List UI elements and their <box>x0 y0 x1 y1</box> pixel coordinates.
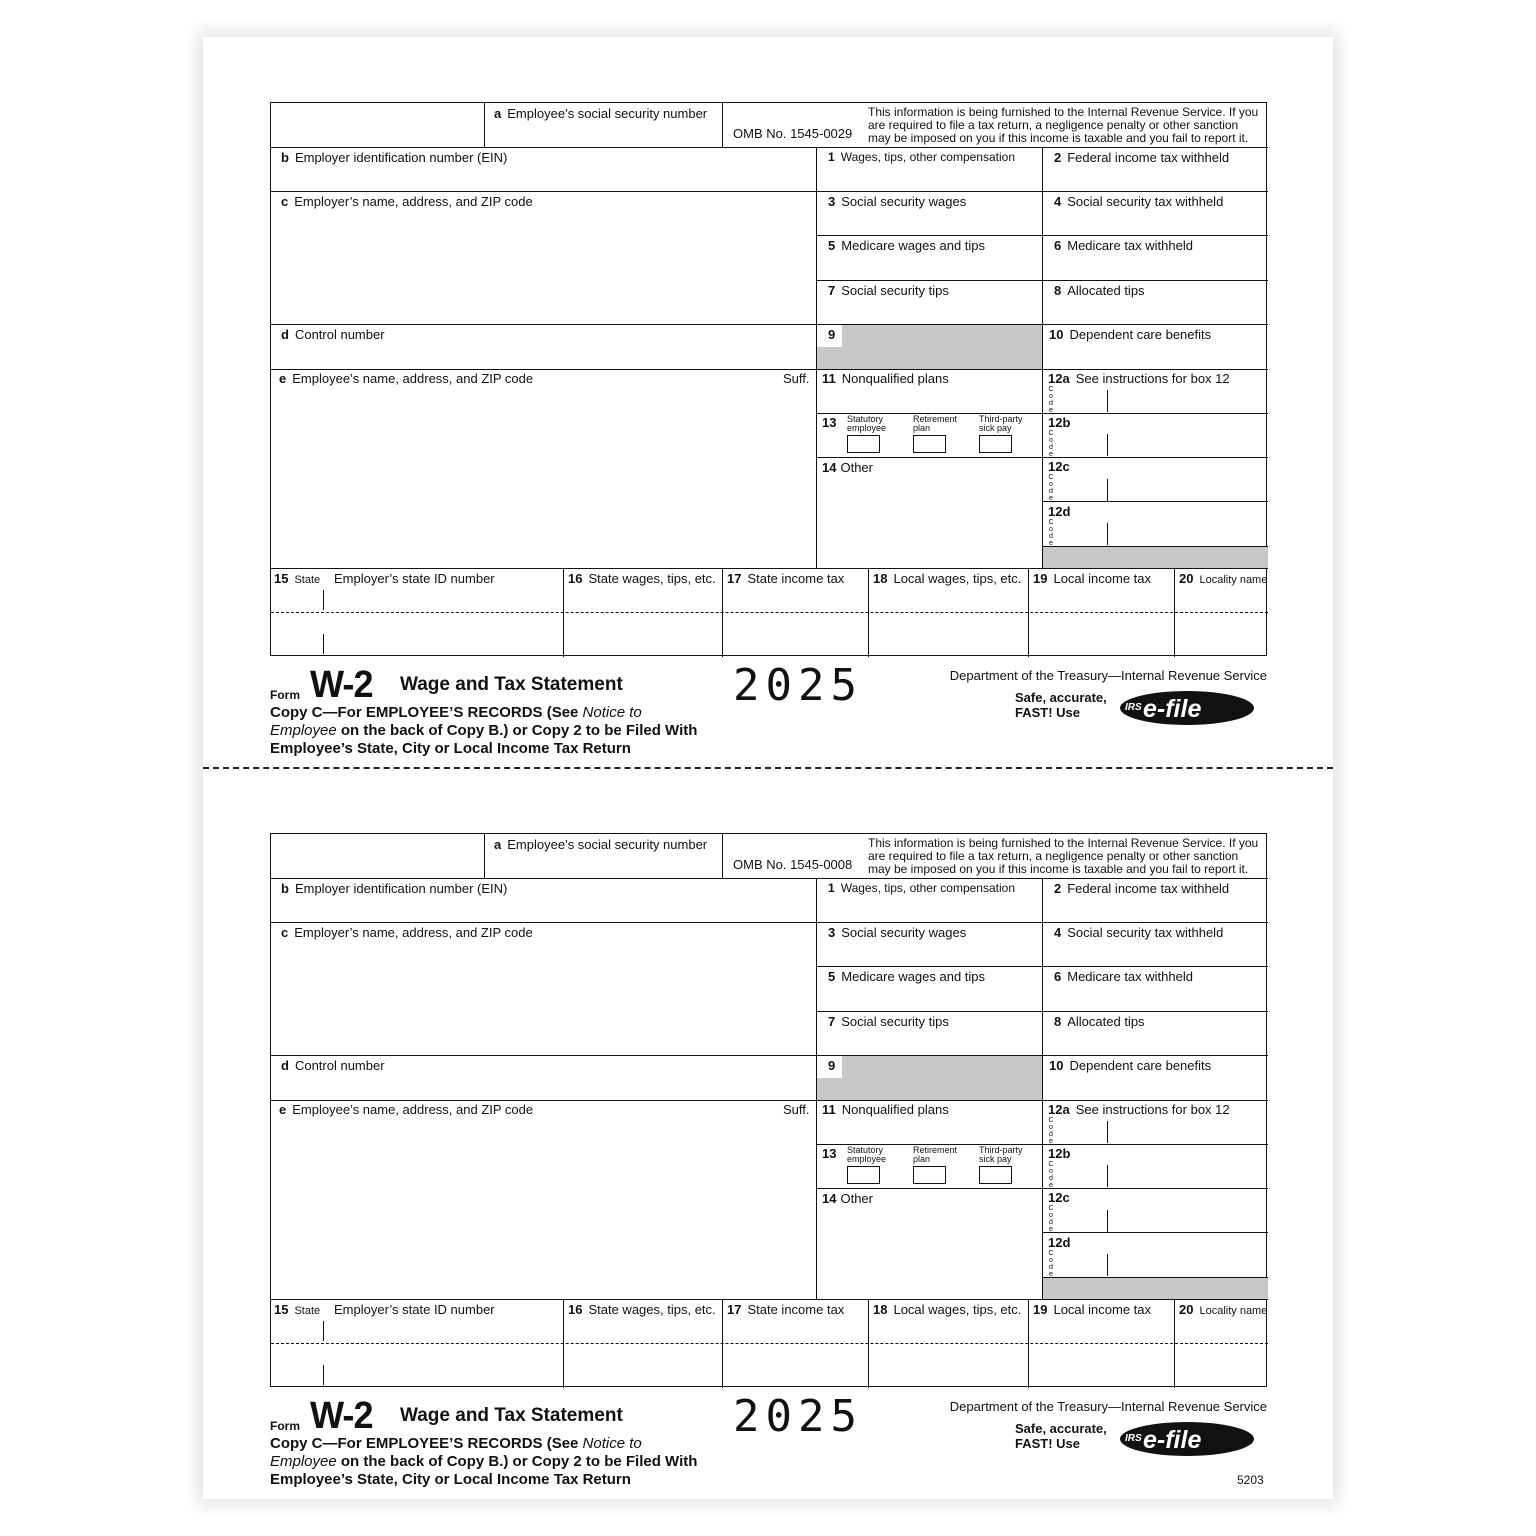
statutory-employee-label: Statutory employee <box>847 1145 887 1164</box>
box-18-label: 18 Local wages, tips, etc. <box>873 571 1022 586</box>
suffix-label: Suff. <box>783 371 810 386</box>
box-14-label: 14 Other <box>822 460 873 475</box>
third-party-sick-pay-label: Third-party sick pay <box>979 414 1023 433</box>
irs-efile-logo <box>1119 1421 1255 1457</box>
third-party-sick-pay-label: Third-party sick pay <box>979 1145 1023 1164</box>
box-12b-label: 12b <box>1048 1146 1071 1161</box>
box-12-shaded <box>1043 1278 1268 1299</box>
efile-irs-text: IRS <box>1125 702 1142 713</box>
box-11-label: 11 Nonqualified plans <box>822 1102 949 1117</box>
copy-c-line-3: Employee’s State, City or Local Income Tax Return <box>270 1471 631 1488</box>
form-title: Wage and Tax Statement <box>400 674 623 695</box>
code-label-12b: C o d e <box>1048 430 1054 458</box>
box-c-label: c Employer’s name, address, and ZIP code <box>281 194 533 209</box>
retirement-plan-label: Retirement plan <box>913 1145 958 1164</box>
box-c-label: c Employer’s name, address, and ZIP code <box>281 925 533 940</box>
retirement-plan-label: Retirement plan <box>913 414 958 433</box>
box-8-label: 8 Allocated tips <box>1054 283 1145 298</box>
copy-c-line-3: Employee’s State, City or Local Income Tax Return <box>270 740 631 757</box>
safe-accurate-text: Safe, accurate, FAST! Use <box>1015 690 1107 720</box>
box-10-label: 10 Dependent care benefits <box>1049 327 1212 342</box>
box-a-label: a Employee’s social security number <box>494 837 708 852</box>
third-party-sick-pay-checkbox[interactable] <box>979 1166 1012 1184</box>
statutory-employee-checkbox[interactable] <box>847 435 880 453</box>
perforation-line <box>203 767 1333 769</box>
box-1-label: 1 Wages, tips, other compensation <box>828 150 1015 164</box>
copy-c-line-1: Copy C—For EMPLOYEE’S RECORDS (See Notice to <box>270 1435 642 1452</box>
retirement-plan-checkbox[interactable] <box>913 435 946 453</box>
statutory-employee-label: Statutory employee <box>847 414 887 433</box>
form-word: Form <box>270 1419 300 1433</box>
tax-year: 2025 <box>733 1391 863 1442</box>
code-label-12d: C o d e <box>1048 1250 1054 1278</box>
copy-c-line-2: Employee on the back of Copy B.) or Copy 2 to be Filed With <box>270 722 698 739</box>
box-5-label: 5 Medicare wages and tips <box>828 238 986 253</box>
box-8-label: 8 Allocated tips <box>1054 1014 1145 1029</box>
box-3-label: 3 Social security wages <box>828 925 967 940</box>
code-label-12a: C o d e <box>1048 1117 1054 1145</box>
box-10-label: 10 Dependent care benefits <box>1049 1058 1212 1073</box>
box-4-label: 4 Social security tax withheld <box>1054 194 1224 209</box>
w2-copy-c <box>270 833 1267 1493</box>
department-line: Department of the Treasury—Internal Revenue Service <box>949 668 1267 683</box>
box-12a-label: 12a See instructions for box 12 <box>1048 371 1230 386</box>
box-15-label: 15 State <box>274 571 321 586</box>
box-2-label: 2 Federal income tax withheld <box>1054 881 1230 896</box>
box-12a-label: 12a See instructions for box 12 <box>1048 1102 1230 1117</box>
box-12d-label: 12d <box>1048 1235 1071 1250</box>
box-19-label: 19 Local income tax <box>1033 1302 1152 1317</box>
box-15-state-id-label: Employer’s state ID number <box>334 571 495 586</box>
third-party-sick-pay-checkbox[interactable] <box>979 435 1012 453</box>
copy-c-line-1: Copy C—For EMPLOYEE’S RECORDS (See Notice to <box>270 704 642 721</box>
box-13-label: 13 <box>822 1146 837 1161</box>
catalog-number: 5203 <box>1237 1473 1264 1487</box>
box-9-shaded <box>817 325 1042 369</box>
form-name: W-2 <box>310 1395 373 1437</box>
box-e-label: e Employee’s name, address, and ZIP code <box>279 371 534 386</box>
safe-accurate-text: Safe, accurate, FAST! Use <box>1015 1421 1107 1451</box>
box-12c-label: 12c <box>1048 1190 1070 1205</box>
form-word: Form <box>270 688 300 702</box>
box-e-label: e Employee’s name, address, and ZIP code <box>279 1102 534 1117</box>
box-9-label: 9 <box>828 327 836 342</box>
suffix-label: Suff. <box>783 1102 810 1117</box>
box-1-label: 1 Wages, tips, other compensation <box>828 881 1015 895</box>
box-15-label: 15 State <box>274 1302 321 1317</box>
code-label-12c: C o d e <box>1048 474 1054 502</box>
box-b-label: b Employer identification number (EIN) <box>281 881 508 896</box>
retirement-plan-checkbox[interactable] <box>913 1166 946 1184</box>
box-12b-label: 12b <box>1048 415 1071 430</box>
box-12-shaded <box>1043 547 1268 568</box>
box-d-label: d Control number <box>281 1058 385 1073</box>
box-6-label: 6 Medicare tax withheld <box>1054 238 1193 253</box>
box-16-label: 16 State wages, tips, etc. <box>568 571 716 586</box>
box-17-label: 17 State income tax <box>727 1302 845 1317</box>
box-7-label: 7 Social security tips <box>828 1014 949 1029</box>
box-18-label: 18 Local wages, tips, etc. <box>873 1302 1022 1317</box>
box-4-label: 4 Social security tax withheld <box>1054 925 1224 940</box>
copy-c-line-2: Employee on the back of Copy B.) or Copy 2 to be Filed With <box>270 1453 698 1470</box>
efile-irs-text: IRS <box>1125 1433 1142 1444</box>
code-label-12b: C o d e <box>1048 1161 1054 1189</box>
box-12d-label: 12d <box>1048 504 1071 519</box>
code-label-12a: C o d e <box>1048 386 1054 414</box>
omb-number: OMB No. 1545-0029 <box>733 126 853 141</box>
efile-text: e-file <box>1143 1426 1202 1454</box>
box-d-label: d Control number <box>281 327 385 342</box>
box-b-label: b Employer identification number (EIN) <box>281 150 508 165</box>
box-3-label: 3 Social security wages <box>828 194 967 209</box>
privacy-notice: This information is being furnished to the Internal Revenue Service. If you are required to file a tax return, a negligence penalty or other sanction may be imposed on you if this income is taxable and you fail to report it. <box>868 105 1259 145</box>
w2-copy-c <box>270 102 1267 762</box>
box-17-label: 17 State income tax <box>727 571 845 586</box>
box-11-label: 11 Nonqualified plans <box>822 371 949 386</box>
box-6-label: 6 Medicare tax withheld <box>1054 969 1193 984</box>
omb-number: OMB No. 1545-0008 <box>733 857 853 872</box>
box-16-label: 16 State wages, tips, etc. <box>568 1302 716 1317</box>
box-19-label: 19 Local income tax <box>1033 571 1152 586</box>
box-13-label: 13 <box>822 415 837 430</box>
box-9-label: 9 <box>828 1058 836 1073</box>
form-title: Wage and Tax Statement <box>400 1405 623 1426</box>
department-line: Department of the Treasury—Internal Revenue Service <box>949 1399 1267 1414</box>
statutory-employee-checkbox[interactable] <box>847 1166 880 1184</box>
privacy-notice: This information is being furnished to the Internal Revenue Service. If you are required to file a tax return, a negligence penalty or other sanction may be imposed on you if this income is taxable and you fail to report it. <box>868 836 1259 876</box>
tax-year: 2025 <box>733 660 863 711</box>
form-name: W-2 <box>310 664 373 706</box>
code-label-12d: C o d e <box>1048 519 1054 547</box>
box-a-label: a Employee’s social security number <box>494 106 708 121</box>
efile-text: e-file <box>1143 695 1202 723</box>
box-14-label: 14 Other <box>822 1191 873 1206</box>
box-5-label: 5 Medicare wages and tips <box>828 969 986 984</box>
box-9-shaded <box>817 1056 1042 1100</box>
box-15-state-id-label: Employer’s state ID number <box>334 1302 495 1317</box>
box-2-label: 2 Federal income tax withheld <box>1054 150 1230 165</box>
box-12c-label: 12c <box>1048 459 1070 474</box>
box-20-label: 20 Locality name <box>1179 1302 1268 1317</box>
irs-efile-logo <box>1119 690 1255 726</box>
box-20-label: 20 Locality name <box>1179 571 1268 586</box>
code-label-12c: C o d e <box>1048 1205 1054 1233</box>
box-7-label: 7 Social security tips <box>828 283 949 298</box>
